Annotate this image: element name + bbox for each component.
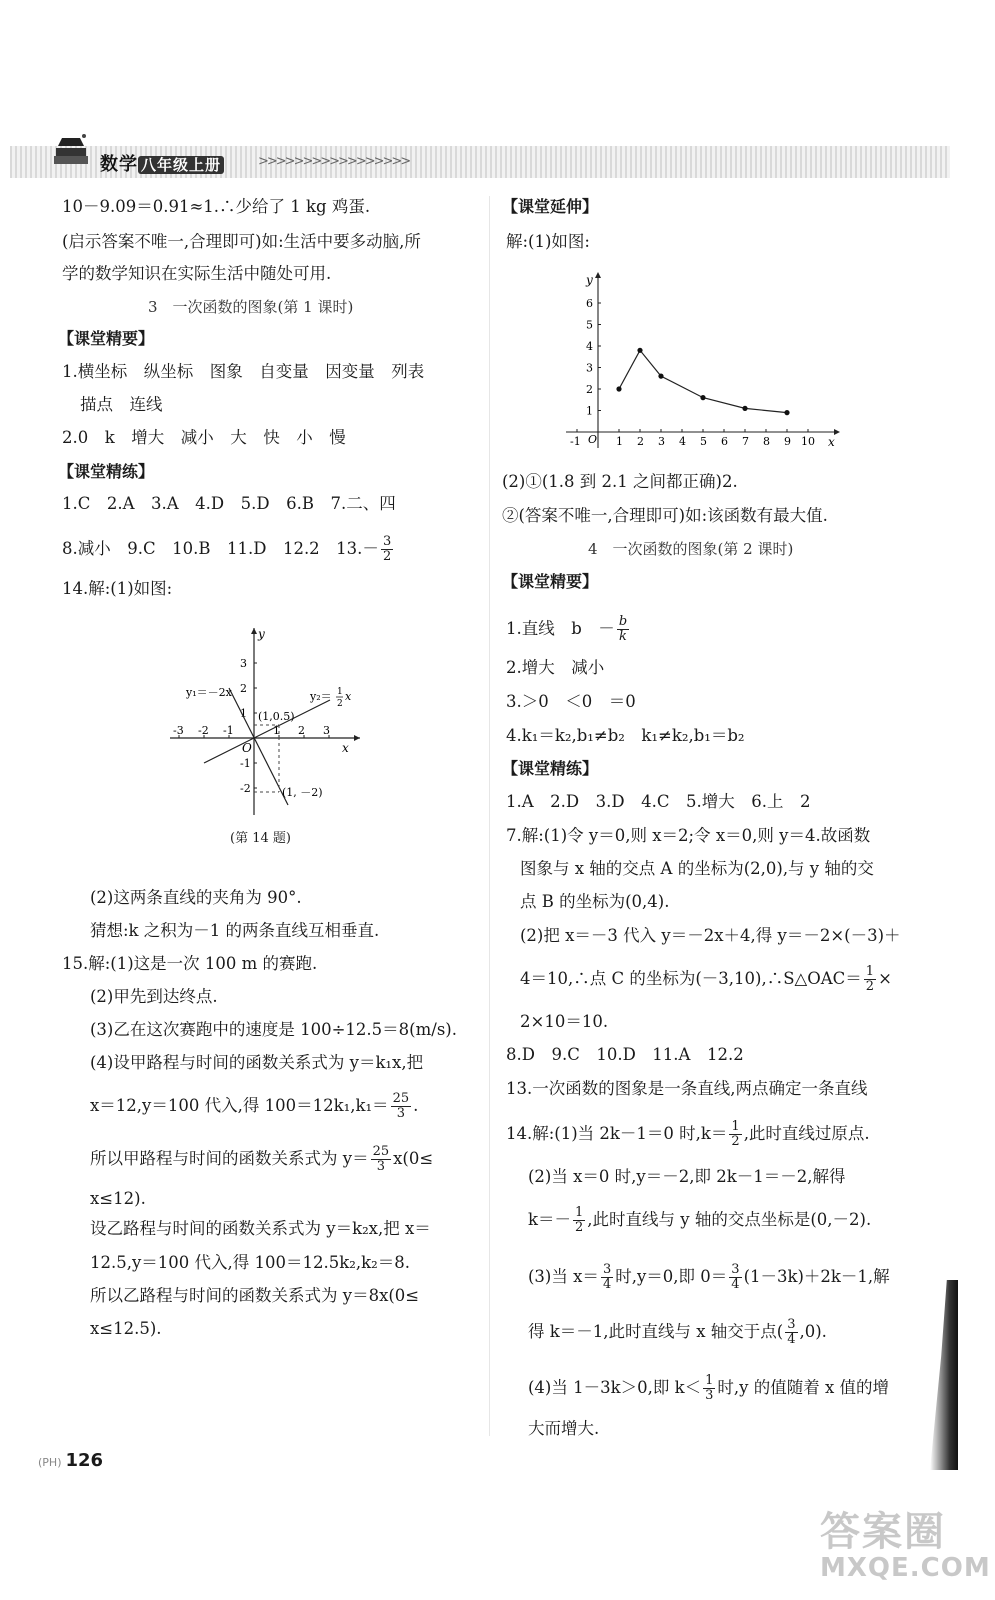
answer-line [528,1374,889,1403]
frac-den: 3 [376,1159,385,1174]
answer-line: 2.0 k 增大 减小 大 快 小 慢 [62,428,346,447]
answer-line: x≤12). [90,1189,146,1208]
y1-label: y₁＝－2x [186,686,232,699]
frac-den: 4 [787,1332,796,1347]
answer-line: (2)甲先到达终点. [90,987,218,1006]
fraction [617,615,629,644]
frac-num: 1 [575,1205,584,1220]
answer-text: 8.减小 9.C 10.B 11.D 12.2 13.－ [62,539,379,558]
answer-line: 3.＞0 ＜0 ＝0 [506,692,636,711]
data-point [637,348,642,353]
x-tick-label: 9 [784,435,791,448]
answer-line: (3)乙在这次赛跑中的速度是 100÷12.5＝8(m/s). [90,1020,457,1039]
fraction [864,965,876,994]
frac-den: 2 [865,979,875,994]
answer-line [528,1263,890,1292]
y-tick-label: 6 [586,297,593,310]
answer-line: 猜想:k 之积为－1 的两条直线互相垂直. [90,921,380,940]
answer-text: k＝－ [528,1210,571,1229]
frac-num: 3 [602,1262,612,1277]
x-tick-label: 6 [721,435,728,448]
frac-num: b [618,614,628,629]
answer-line [520,965,892,994]
answer-line [90,1092,418,1121]
fraction [381,535,393,564]
y-arrow [595,272,601,278]
answer-text: 时,y＝0,即 0＝ [615,1267,728,1286]
y-tick-label: -2 [240,782,251,795]
answer-line: ②(答案不唯一,合理即可)如:该函数有最大值. [502,506,828,525]
data-point [742,406,747,411]
data-point [784,410,789,415]
answer-line: 14.解:(1)如图: [62,579,173,598]
section-heading: 【课堂精要】 [502,572,599,591]
answer-text: x(0≤ [393,1149,434,1168]
answer-line: 8.D 9.C 10.D 11.A 12.2 [506,1045,744,1064]
frac-num: 3 [382,534,392,549]
frac-num: 1 [865,964,875,979]
y-tick-label: 2 [240,682,247,695]
answer-line: 1.横坐标 纵坐标 图象 自变量 因变量 列表 [62,362,425,381]
answer-line: 4.k₁＝k₂,b₁≠b₂ k₁≠k₂,b₁＝b₂ [506,726,745,745]
answer-text: x＝12,y＝100 代入,得 100＝12k₁,k₁＝ [90,1096,389,1115]
answer-line [506,1120,870,1149]
answer-line: 学的数学知识在实际生活中随处可用. [62,264,332,283]
page-number [38,1450,103,1471]
x-tick-label: -2 [198,724,209,737]
answer-line: (启示答案不唯一,合理即可)如:生活中要多动脑,所 [62,232,421,251]
lesson-title: 4 一次函数的图象(第 2 课时) [588,540,794,558]
frac-num: 1 [731,1119,740,1134]
series-line [619,350,787,412]
frac-den: 2 [731,1134,740,1149]
lesson-title: 3 一次函数的图象(第 1 课时) [148,298,354,316]
answer-text: (3)当 x＝ [528,1267,599,1286]
section-heading: 【课堂延伸】 [502,197,599,216]
x-tick-label: 8 [763,435,770,448]
header-arrows: >>>>>>>>>>>>>>>>> [258,154,410,169]
book-stack-logo-icon [50,132,92,172]
frac-den: 2 [382,549,392,564]
answer-text: 14.解:(1)当 2k－1＝0 时,k＝ [506,1124,728,1143]
answer-line: 大而增大. [528,1419,600,1438]
section-heading: 【课堂精练】 [58,462,155,481]
header-subject: 数学 [100,154,138,175]
answer-line: 1.C 2.A 3.A 4.D 5.D 6.B 7.二、四 [62,494,396,513]
extension-line-chart [560,268,850,458]
answer-text: (1－3k)＋2k－1,解 [743,1267,890,1286]
y-tick-label: 4 [586,340,593,353]
answer-line [528,1318,827,1347]
section-heading: 【课堂精要】 [58,329,155,348]
answer-line: 13.一次函数的图象是一条直线,两点确定一条直线 [506,1079,868,1098]
answer-line: 设乙路程与时间的函数关系式为 y＝k₂x,把 x＝ [90,1219,431,1238]
answer-line: 2.增大 减小 [506,658,605,677]
answer-line: 1.A 2.D 3.D 4.C 5.增大 6.上 2 [506,792,811,811]
frac-den: 3 [396,1106,405,1121]
answer-line: (4)设甲路程与时间的函数关系式为 y＝k₁x,把 [90,1053,424,1072]
frac-den: 4 [602,1277,612,1292]
answer-line [528,1206,871,1235]
answer-text: × [878,969,892,988]
point-label: (1, －2) [282,786,323,799]
y-axis-label: y [586,273,593,287]
answer-line: (2)把 x＝－3 代入 y＝－2x＋4,得 y＝－2×(－3)＋ [520,926,901,945]
y-tick-label: 3 [586,361,593,375]
y-tick-label: 3 [240,657,247,670]
y2-frac-num: 1 [337,687,343,697]
answer-text: 4＝10,∴点 C 的坐标为(－3,10),∴S△OAC＝ [520,969,862,988]
watermark [820,1500,991,1583]
fraction [729,1120,741,1149]
frac-den: 2 [575,1220,584,1235]
x-tick-label: 2 [298,724,305,737]
origin-label: O [242,741,252,755]
frac-num: 25 [372,1144,390,1159]
frac-num: 25 [392,1091,410,1106]
y-tick-label: 1 [586,404,593,418]
frac-den: 3 [705,1388,714,1403]
scan-shadow-edge [930,1280,958,1470]
watermark-line2: MXQE.COM [820,1553,991,1583]
fraction [729,1263,741,1292]
y2-frac-den: 2 [337,699,343,709]
x-tick-label: 2 [637,435,644,448]
data-point [658,374,663,379]
y-arrow [251,628,257,634]
x-tick-label: 1 [273,724,280,737]
x-tick-label: 3 [658,435,665,448]
column-divider [489,196,490,1436]
fraction [601,1263,613,1292]
x-tick-label: 4 [679,435,686,448]
answer-line: 描点 连线 [80,395,163,414]
fraction [703,1374,715,1403]
origin-label: O [588,433,598,446]
frac-den: 4 [731,1277,740,1292]
header-grade: 八年级上册 [138,156,224,174]
frac-num: 1 [705,1373,714,1388]
answer-text: (4)当 1－3k＞0,即 k＜ [528,1378,702,1397]
answer-line: 2×10＝10. [520,1012,609,1031]
x-arrow [834,429,840,435]
fraction [573,1206,585,1235]
answer-line: 12.5,y＝100 代入,得 100＝12.5k₂,k₂＝8. [90,1253,410,1272]
x-tick-label: -3 [173,724,184,737]
fraction [391,1092,412,1121]
answer-line: 7.解:(1)令 y＝0,则 x＝2;令 x＝0,则 y＝4.故函数 [506,826,871,845]
answer-text: 1.直线 b － [506,619,615,638]
answer-line: 图象与 x 轴的交点 A 的坐标为(2,0),与 y 轴的交 [520,859,874,878]
answer-text: 得 k＝－1,此时直线与 x 轴交于点( [528,1322,784,1341]
answer-text: 时,y 的值随着 x 值的增 [717,1378,889,1397]
answer-text: ,此时直线与 y 轴的交点坐标是(0,－2). [587,1210,872,1229]
answer-line: x≤12.5). [90,1319,162,1338]
fraction [371,1145,392,1174]
x-tick-label: -1 [570,435,581,448]
answer-line: (2)①(1.8 到 2.1 之间都正确)2. [502,472,738,491]
answer-line: 解:(1)如图: [506,232,590,251]
y-tick-label: 1 [240,707,247,720]
x-tick-label: 3 [323,724,330,737]
y-tick-label: 2 [586,383,593,396]
answer-line: (2)当 x＝0 时,y＝－2,即 2k－1＝－2,解得 [528,1167,846,1186]
answer-line [506,615,631,644]
frac-num: 3 [731,1262,740,1277]
answer-text: 所以甲路程与时间的函数关系式为 y＝ [90,1149,369,1168]
answer-line: 点 B 的坐标为(0,4). [520,892,670,911]
data-point [616,386,621,391]
page-number-prefix: (PH) [38,1456,62,1469]
x-tick-label: 7 [742,435,749,448]
answer-line: (2)这两条直线的夹角为 90°. [90,888,302,907]
answer-text: ,0). [799,1322,827,1341]
x-arrow [354,735,360,741]
answer-line: 10－9.09＝0.91≈1.∴少给了 1 kg 鸡蛋. [62,197,371,216]
header-title [100,150,224,176]
figure-caption: (第 14 题) [230,831,291,846]
watermark-line1: 答案圈 [820,1509,946,1555]
figure-14-graph [160,620,370,820]
data-point [700,395,705,400]
x-tick-label: 10 [801,435,815,448]
y-tick-label: 5 [586,318,593,332]
answer-line: 15.解:(1)这是一次 100 m 的赛跑. [62,954,318,973]
fraction [785,1318,797,1347]
y2-label: y₂＝ [310,690,332,703]
period: . [413,1096,419,1115]
x-tick-label: 1 [616,435,623,448]
x-tick-label: 5 [700,435,707,448]
x-axis-label: x [828,435,835,449]
y-axis-label: y [258,627,265,641]
x-tick-label: -1 [223,724,234,737]
y2-x: x [345,690,352,703]
frac-den: k [619,629,627,644]
page-number-value: 126 [65,1450,104,1471]
answer-text: ,此时直线过原点. [743,1124,870,1143]
section-heading: 【课堂精练】 [502,759,599,778]
frac-num: 3 [787,1317,796,1332]
answer-line [90,1145,433,1174]
answer-line: 所以乙路程与时间的函数关系式为 y＝8x(0≤ [90,1286,420,1305]
answer-line [62,535,395,564]
y-tick-label: -1 [240,757,251,770]
point-label: (1,0.5) [258,710,295,723]
x-axis-label: x [342,741,349,755]
